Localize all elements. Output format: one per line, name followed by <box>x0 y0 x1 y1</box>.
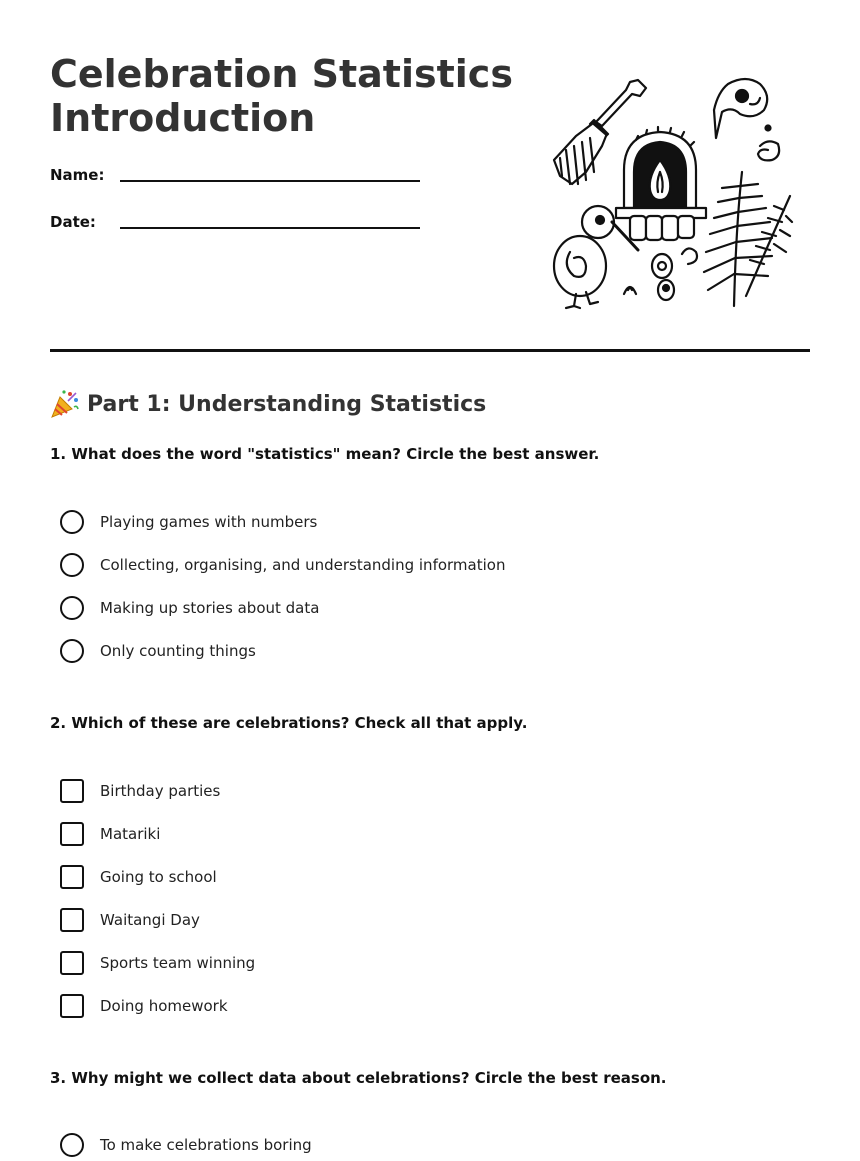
checkbox[interactable] <box>60 994 84 1018</box>
party-popper-icon <box>50 389 80 419</box>
q3-option-1[interactable] <box>60 1132 312 1158</box>
q1-option-2[interactable] <box>60 552 505 578</box>
option-label: To make celebrations boring <box>100 1136 312 1154</box>
q1-option-4[interactable] <box>60 638 256 664</box>
option-label: Collecting, organising, and understanding information <box>100 556 506 574</box>
bird-icon <box>714 79 779 160</box>
q2-option-4[interactable] <box>60 907 200 933</box>
radio-circle[interactable] <box>60 510 84 534</box>
option-label: Playing games with numbers <box>100 513 318 531</box>
worksheet-title <box>50 52 520 140</box>
option-label: Birthday parties <box>100 782 221 800</box>
checkbox[interactable] <box>60 951 84 975</box>
option-label: Matariki <box>100 825 161 843</box>
option-label: Sports team winning <box>100 954 256 972</box>
date-label: Date: <box>50 213 96 231</box>
q1-option-3[interactable] <box>60 595 319 621</box>
q2-option-5[interactable] <box>60 950 255 976</box>
title-line-1: Celebration Statistics <box>50 52 513 96</box>
date-line[interactable] <box>120 227 420 229</box>
q2-option-6[interactable] <box>60 993 228 1019</box>
radio-circle[interactable] <box>60 639 84 663</box>
q2-option-1[interactable] <box>60 778 220 804</box>
question-2: 2. Which of these are celebrations? Check all that apply. <box>50 714 528 732</box>
q1-option-1[interactable] <box>60 509 317 535</box>
fern-icon <box>704 172 792 306</box>
name-field[interactable] <box>50 166 430 196</box>
radio-circle[interactable] <box>60 1133 84 1157</box>
section-divider <box>50 349 810 352</box>
option-label: Going to school <box>100 868 217 886</box>
date-field[interactable] <box>50 213 430 243</box>
part1-heading <box>50 388 486 420</box>
q2-option-3[interactable] <box>60 864 217 890</box>
q2-option-2[interactable] <box>60 821 160 847</box>
checkbox[interactable] <box>60 865 84 889</box>
checkbox[interactable] <box>60 908 84 932</box>
title-line-2: Introduction <box>50 96 316 140</box>
shell-icon <box>624 248 697 300</box>
radio-circle[interactable] <box>60 596 84 620</box>
option-label: Waitangi Day <box>100 911 200 929</box>
name-line[interactable] <box>120 180 420 182</box>
name-label: Name: <box>50 166 105 184</box>
option-label: Only counting things <box>100 642 256 660</box>
question-3: 3. Why might we collect data about celebrations? Circle the best reason. <box>50 1069 667 1087</box>
part1-title: Part 1: Understanding Statistics <box>87 391 487 417</box>
checkbox[interactable] <box>60 822 84 846</box>
option-label: Making up stories about data <box>100 599 320 617</box>
radio-circle[interactable] <box>60 553 84 577</box>
option-label: Doing homework <box>100 997 228 1015</box>
celebration-illustration-icon <box>546 76 794 310</box>
checkbox[interactable] <box>60 779 84 803</box>
question-1: 1. What does the word "statistics" mean? Circle the best answer. <box>50 445 600 463</box>
hangi-oven-icon <box>616 127 706 240</box>
